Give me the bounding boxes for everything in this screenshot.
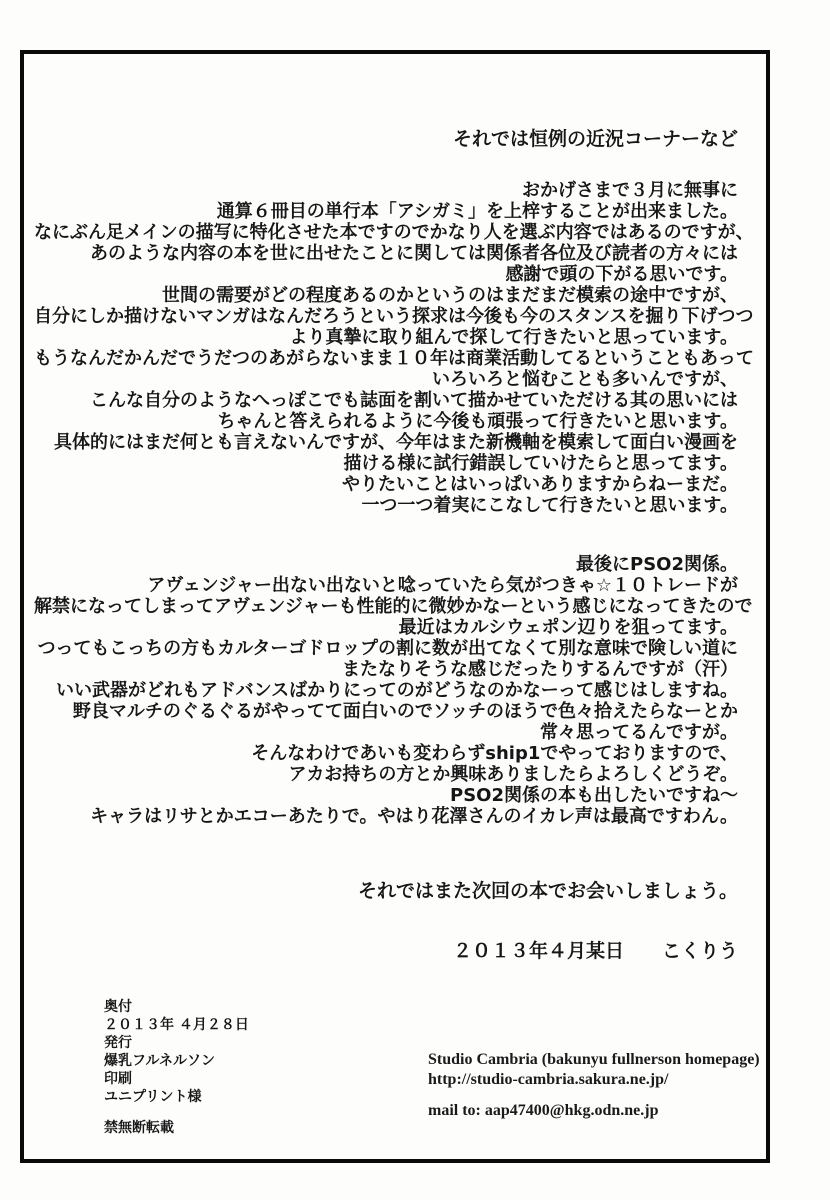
text-line: あのような内容の本を世に出せたことに関しては関係者各位及び読者の方々には [90,243,738,264]
text-line: 一つ一つ着実にこなして行きたいと思います。 [361,495,738,516]
text-line: 野良マルチのぐるぐるがやってて面白いのでソッチのほうで色々拾えたらなーとか [72,701,738,722]
text-line: いろいろと悩むことも多いんですが、 [432,369,738,390]
text-line: ちゃんと答えられるように今後も頑張って行きたいと思います。 [217,411,738,432]
homepage-url: http://studio-cambria.sakura.ne.jp/ [428,1071,669,1088]
text-line: 描ける様に試行錯誤していけたらと思ってます。 [343,453,738,474]
mail-address: mail to: aap47400@hkg.odn.ne.jp [428,1102,659,1119]
printer-name: ユニプリント様 [104,1089,202,1105]
text-line: アヴェンジャー出ない出ないと唸っていたら気がつきゃ☆１０トレードが [147,575,738,596]
reprint-prohibited-notice: 禁無断転載 [104,1120,174,1136]
text-line: より真摯に取り組んで探して行きたいと思っています。 [289,327,738,348]
publisher-label: 発行 [104,1035,132,1051]
publisher-name: 爆乳フルネルソン [104,1053,216,1069]
text-line: つってもこっちの方もカルターゴドロップの割に数が出てなくて別な意味で険しい道に [37,638,738,659]
text-line: またなりそうな感じだったりするんですが（汗） [342,659,738,680]
page-border-frame [20,50,770,1163]
colophon-label: 奥付 [104,999,132,1015]
text-line: 最後にPSO2関係。 [576,554,738,575]
printer-label: 印刷 [104,1071,132,1087]
text-line: PSO2関係の本も出したいですね～ [450,785,738,806]
text-line: 具体的にはまだ何とも言えないんですが、今年はまた新機軸を模索して面白い漫画を [54,432,738,453]
text-line: こんな自分のようなへっぽこでも誌面を割いて描かせていただける其の思いには [90,390,738,411]
text-line: 自分にしか描けないマンガはなんだろうという探求は今後も今のスタンスを掘り下げつつ [34,306,754,327]
text-line: 最近はカルシウェポン辺りを狙ってます。 [398,617,738,638]
closing-message: それではまた次回の本でお会いしましょう。 [357,880,738,902]
date-signature: ２０１３年４月某日 こくりう [452,940,738,962]
text-line: 世間の需要がどの程度あるのかというのはまだまだ模索の途中ですが、 [162,285,738,306]
afterword-paragraph-2-pso2 [34,554,753,827]
text-line: もうなんだかんだでうだつのあがらないまま１０年は商業活動してるということもあって [34,348,754,369]
section-header: それでは恒例の近況コーナーなど [452,128,738,150]
text-line: そんなわけであいも変わらずship1でやっておりますので、 [251,743,738,764]
text-line: なにぶん足メインの描写に特化させた本ですのでかなり人を選ぶ内容ではあるのですが、 [34,222,754,243]
text-line: アカお持ちの方とか興味ありましたらよろしくどうぞ。 [288,764,738,785]
text-line: キャラはリサとかエコーあたりで。やはり花澤さんのイカレ声は最高ですわん。 [90,806,738,827]
afterword-paragraph-1 [34,180,754,516]
text-line: おかげさまで３月に無事に [522,180,738,201]
colophon-block [104,998,249,1137]
contact-block [428,1050,760,1121]
text-line: 常々思ってるんですが。 [540,722,738,743]
text-line: 感謝で頭の下がる思いです。 [505,264,738,285]
text-line: 解禁になってしまってアヴェンジャーも性能的に微妙かなーという感じになってきたので [34,596,753,617]
text-line: いい武器がどれもアドバンスばかりにってのがどうなのかなーって感じはしますね。 [55,680,738,701]
text-line: やりたいことはいっぱいありますからねーまだ。 [342,474,738,495]
circle-name: Studio Cambria (bakunyu fullnerson homepage) [428,1051,760,1068]
text-line: 通算６冊目の単行本「アシガミ」を上梓することが出来ました。 [216,201,738,222]
publication-date: ２０１３年 ４月２８日 [104,1017,249,1033]
